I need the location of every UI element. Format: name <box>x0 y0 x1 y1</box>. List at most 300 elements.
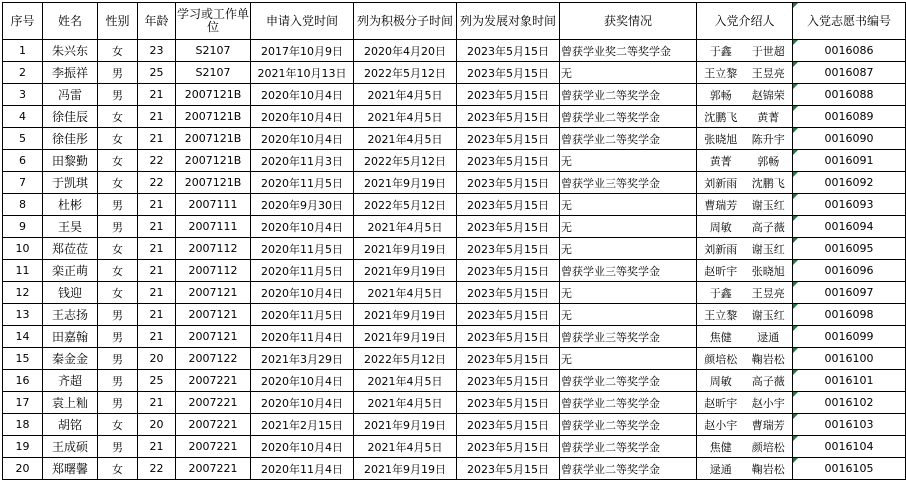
cell-unit[interactable]: 2007221 <box>176 370 251 392</box>
cell-develop-date[interactable]: 2023年5月15日 <box>457 84 560 106</box>
cell-cert-no[interactable]: 0016088 <box>793 84 906 106</box>
header-develop-date[interactable]: 列为发展对象时间 <box>457 3 560 40</box>
header-activist-date[interactable]: 列为积极分子时间 <box>354 3 457 40</box>
cell-introducers[interactable] <box>697 106 793 128</box>
cell-apply-date[interactable]: 2020年11月4日 <box>251 458 354 480</box>
cell-activist-date[interactable]: 2021年4月5日 <box>354 282 457 304</box>
cell-introducers[interactable] <box>697 326 793 348</box>
introducer-pair <box>697 84 792 105</box>
cell-activist-date[interactable]: 2021年4月5日 <box>354 106 457 128</box>
cell-name[interactable]: 徐佳辰 <box>43 106 98 128</box>
cell-unit[interactable]: 2007121B <box>176 150 251 172</box>
cell-apply-date[interactable]: 2020年10月4日 <box>251 106 354 128</box>
cell-introducers[interactable] <box>697 436 793 458</box>
introducer-second: 陈升宇 <box>751 132 785 146</box>
cell-unit[interactable]: 2007122 <box>176 348 251 370</box>
cell-develop-date[interactable]: 2023年5月15日 <box>457 436 560 458</box>
cell-develop-date[interactable]: 2023年5月15日 <box>457 62 560 84</box>
cell-award[interactable]: 无 <box>560 238 697 260</box>
cell-gender[interactable]: 男 <box>98 62 138 84</box>
cell-name[interactable]: 王志扬 <box>43 304 98 326</box>
cell-award[interactable]: 曾获学业二等奖学金 <box>560 414 697 436</box>
cell-seq[interactable]: 10 <box>3 238 43 260</box>
cell-develop-date[interactable]: 2023年5月15日 <box>457 238 560 260</box>
cell-activist-date[interactable]: 2021年9月19日 <box>354 260 457 282</box>
cell-gender[interactable]: 女 <box>98 128 138 150</box>
header-row <box>3 3 906 40</box>
table-row <box>3 216 906 238</box>
cell-name[interactable]: 田黎勤 <box>43 150 98 172</box>
cell-introducers[interactable] <box>697 414 793 436</box>
cell-award[interactable]: 无 <box>560 62 697 84</box>
cell-cert-no[interactable]: 0016104 <box>793 436 906 458</box>
cell-gender[interactable]: 女 <box>98 458 138 480</box>
cell-cert-no[interactable]: 0016095 <box>793 238 906 260</box>
cell-gender[interactable]: 女 <box>98 282 138 304</box>
introducer-pair <box>697 304 792 325</box>
cell-award[interactable]: 曾获学业二等奖学金 <box>560 436 697 458</box>
cell-activist-date[interactable]: 2021年9月19日 <box>354 414 457 436</box>
cell-introducers[interactable] <box>697 128 793 150</box>
introducer-pair <box>697 40 792 61</box>
cell-apply-date[interactable]: 2020年11月3日 <box>251 150 354 172</box>
cell-apply-date[interactable]: 2020年10月4日 <box>251 370 354 392</box>
cell-activist-date[interactable]: 2021年4月5日 <box>354 392 457 414</box>
introducer-first: 刘新雨 <box>704 176 738 190</box>
cell-apply-date[interactable]: 2020年10月4日 <box>251 84 354 106</box>
cell-apply-date[interactable]: 2020年11月5日 <box>251 172 354 194</box>
introducer-pair <box>697 282 792 303</box>
header-apply-date[interactable]: 申请入党时间 <box>251 3 354 40</box>
cell-cert-no[interactable]: 0016092 <box>793 172 906 194</box>
cell-seq[interactable]: 17 <box>3 392 43 414</box>
cell-introducers[interactable] <box>697 304 793 326</box>
cell-activist-date[interactable]: 2021年4月5日 <box>354 128 457 150</box>
cell-seq[interactable]: 8 <box>3 194 43 216</box>
cell-age[interactable]: 21 <box>138 238 176 260</box>
introducer-second: 鞠岩松 <box>751 462 785 476</box>
introducer-second: 谢玉红 <box>751 198 785 212</box>
table-row <box>3 106 906 128</box>
cell-cert-no[interactable]: 0016086 <box>793 40 906 62</box>
cell-award[interactable]: 曾获学业二等奖学金 <box>560 128 697 150</box>
cell-develop-date[interactable]: 2023年5月15日 <box>457 172 560 194</box>
cell-age[interactable]: 21 <box>138 436 176 458</box>
cell-name[interactable]: 王昊 <box>43 216 98 238</box>
cell-award[interactable]: 无 <box>560 304 697 326</box>
cell-develop-date[interactable]: 2023年5月15日 <box>457 458 560 480</box>
introducer-second: 曹瑞芳 <box>751 418 785 432</box>
cell-age[interactable]: 23 <box>138 40 176 62</box>
cell-introducers[interactable] <box>697 150 793 172</box>
cell-name[interactable]: 徐佳彤 <box>43 128 98 150</box>
cell-award[interactable]: 无 <box>560 348 697 370</box>
cell-name[interactable]: 田嘉翰 <box>43 326 98 348</box>
table-row <box>3 326 906 348</box>
cell-introducers[interactable] <box>697 172 793 194</box>
cell-apply-date[interactable]: 2020年9月30日 <box>251 194 354 216</box>
introducer-pair <box>697 238 792 259</box>
cell-introducers[interactable] <box>697 458 793 480</box>
candidate-table <box>2 2 906 480</box>
cell-award[interactable]: 曾获学业三等奖学金 <box>560 326 697 348</box>
cell-name[interactable]: 郑莅莅 <box>43 238 98 260</box>
cell-award[interactable]: 曾获学业二等奖学金 <box>560 370 697 392</box>
table-row <box>3 414 906 436</box>
cell-name[interactable]: 胡铭 <box>43 414 98 436</box>
cell-seq[interactable]: 6 <box>3 150 43 172</box>
introducer-second: 鞠岩松 <box>751 352 785 366</box>
cell-introducers[interactable] <box>697 84 793 106</box>
cell-gender[interactable]: 男 <box>98 304 138 326</box>
cell-award[interactable]: 无 <box>560 216 697 238</box>
cell-introducers[interactable] <box>697 392 793 414</box>
cell-unit[interactable]: 2007121 <box>176 304 251 326</box>
cell-name[interactable]: 栾正萌 <box>43 260 98 282</box>
cell-gender[interactable]: 男 <box>98 392 138 414</box>
cell-activist-date[interactable]: 2021年4月5日 <box>354 216 457 238</box>
table-row <box>3 62 906 84</box>
cell-develop-date[interactable]: 2023年5月15日 <box>457 106 560 128</box>
cell-name[interactable]: 郑曙馨 <box>43 458 98 480</box>
cell-develop-date[interactable]: 2023年5月15日 <box>457 150 560 172</box>
cell-activist-date[interactable]: 2021年4月5日 <box>354 84 457 106</box>
cell-cert-no[interactable]: 0016087 <box>793 62 906 84</box>
table-row <box>3 128 906 150</box>
header-introducer[interactable]: 入党介绍人 <box>697 3 793 40</box>
introducer-first: 王立黎 <box>704 66 738 80</box>
cell-unit[interactable]: 2007121B <box>176 128 251 150</box>
cell-award[interactable]: 曾获学业二等奖学金 <box>560 458 697 480</box>
cell-seq[interactable]: 9 <box>3 216 43 238</box>
cell-age[interactable]: 21 <box>138 326 176 348</box>
table-body <box>3 40 906 480</box>
cell-age[interactable]: 22 <box>138 150 176 172</box>
cell-cert-no[interactable]: 0016091 <box>793 150 906 172</box>
introducer-first: 于鑫 <box>709 44 732 58</box>
header-cert-no[interactable]: 入党志愿书编号 <box>793 3 906 40</box>
cell-award[interactable]: 曾获学业三等奖学金 <box>560 260 697 282</box>
cell-cert-no[interactable]: 0016103 <box>793 414 906 436</box>
cell-award[interactable]: 无 <box>560 150 697 172</box>
introducer-first: 周敏 <box>709 220 732 234</box>
cell-gender[interactable]: 男 <box>98 326 138 348</box>
cell-name[interactable]: 齐超 <box>43 370 98 392</box>
cell-seq[interactable]: 2 <box>3 62 43 84</box>
introducer-pair <box>697 128 792 149</box>
introducer-second: 王昱亮 <box>751 286 785 300</box>
cell-unit[interactable]: 2007121B <box>176 106 251 128</box>
cell-age[interactable]: 21 <box>138 260 176 282</box>
introducer-first: 张晓旭 <box>704 132 738 146</box>
header-awards[interactable]: 获奖情况 <box>560 3 697 40</box>
cell-unit[interactable]: 2007221 <box>176 458 251 480</box>
cell-introducers[interactable] <box>697 238 793 260</box>
introducer-first: 颜培松 <box>704 352 738 366</box>
cell-activist-date[interactable]: 2021年9月19日 <box>354 304 457 326</box>
cell-activist-date[interactable]: 2021年9月19日 <box>354 458 457 480</box>
cell-cert-no[interactable]: 0016089 <box>793 106 906 128</box>
cell-introducers[interactable] <box>697 62 793 84</box>
cell-gender[interactable]: 男 <box>98 216 138 238</box>
cell-seq[interactable]: 1 <box>3 40 43 62</box>
header-gender[interactable]: 性别 <box>98 3 138 40</box>
cell-unit[interactable]: 2007121B <box>176 84 251 106</box>
introducer-second: 沈鹏飞 <box>751 176 785 190</box>
cell-introducers[interactable] <box>697 216 793 238</box>
table-row <box>3 370 906 392</box>
table-row <box>3 172 906 194</box>
introducer-first: 黄菁 <box>709 154 732 168</box>
cell-unit[interactable]: 2007121B <box>176 172 251 194</box>
cell-develop-date[interactable]: 2023年5月15日 <box>457 128 560 150</box>
cell-unit[interactable]: 2007121 <box>176 282 251 304</box>
cell-apply-date[interactable]: 2020年11月4日 <box>251 326 354 348</box>
introducer-first: 逯通 <box>709 462 732 476</box>
introducer-pair <box>697 414 792 435</box>
introducer-second: 逯通 <box>757 330 780 344</box>
cell-gender[interactable]: 女 <box>98 150 138 172</box>
cell-seq[interactable]: 4 <box>3 106 43 128</box>
cell-develop-date[interactable]: 2023年5月15日 <box>457 370 560 392</box>
introducer-first: 于鑫 <box>709 286 732 300</box>
cell-seq[interactable]: 14 <box>3 326 43 348</box>
cell-unit[interactable]: 2007221 <box>176 414 251 436</box>
cell-gender[interactable]: 男 <box>98 194 138 216</box>
table-row <box>3 84 906 106</box>
cell-apply-date[interactable]: 2020年10月4日 <box>251 128 354 150</box>
cell-develop-date[interactable]: 2023年5月15日 <box>457 260 560 282</box>
introducer-second: 高子薇 <box>751 220 785 234</box>
introducer-pair <box>697 436 792 457</box>
cell-cert-no[interactable]: 0016097 <box>793 282 906 304</box>
cell-name[interactable]: 冯雷 <box>43 84 98 106</box>
cell-cert-no[interactable]: 0016105 <box>793 458 906 480</box>
table-row <box>3 194 906 216</box>
cell-introducers[interactable] <box>697 260 793 282</box>
header-seq[interactable]: 序号 <box>3 3 43 40</box>
introducer-second: 谢玉红 <box>751 308 785 322</box>
cell-unit[interactable]: S2107 <box>176 40 251 62</box>
cell-seq[interactable]: 3 <box>3 84 43 106</box>
cell-seq[interactable]: 19 <box>3 436 43 458</box>
cell-apply-date[interactable]: 2020年11月5日 <box>251 260 354 282</box>
cell-name[interactable]: 于凯琪 <box>43 172 98 194</box>
cell-unit[interactable]: 2007111 <box>176 194 251 216</box>
introducer-first: 赵小宇 <box>704 418 738 432</box>
cell-introducers[interactable] <box>697 348 793 370</box>
cell-develop-date[interactable]: 2023年5月15日 <box>457 348 560 370</box>
cell-unit[interactable]: 2007221 <box>176 392 251 414</box>
cell-age[interactable]: 21 <box>138 392 176 414</box>
cell-unit[interactable]: 2007221 <box>176 436 251 458</box>
introducer-first: 焦健 <box>709 440 732 454</box>
cell-cert-no[interactable]: 0016100 <box>793 348 906 370</box>
cell-name[interactable]: 袁上籼 <box>43 392 98 414</box>
table-row <box>3 348 906 370</box>
cell-name[interactable]: 王成硕 <box>43 436 98 458</box>
table-row <box>3 304 906 326</box>
cell-age[interactable]: 25 <box>138 370 176 392</box>
cell-apply-date[interactable]: 2021年10月13日 <box>251 62 354 84</box>
cell-develop-date[interactable]: 2023年5月15日 <box>457 216 560 238</box>
cell-name[interactable]: 李振祥 <box>43 62 98 84</box>
introducer-pair <box>697 458 792 479</box>
cell-cert-no[interactable]: 0016098 <box>793 304 906 326</box>
cell-gender[interactable]: 男 <box>98 436 138 458</box>
cell-award[interactable]: 曾获学业奖二等奖学金 <box>560 40 697 62</box>
cell-age[interactable]: 20 <box>138 414 176 436</box>
introducer-first: 赵昕宇 <box>704 396 738 410</box>
table-row <box>3 436 906 458</box>
cell-gender[interactable]: 女 <box>98 172 138 194</box>
cell-activist-date[interactable]: 2021年9月19日 <box>354 172 457 194</box>
cell-age[interactable]: 21 <box>138 194 176 216</box>
cell-cert-no[interactable]: 0016102 <box>793 392 906 414</box>
table-row <box>3 282 906 304</box>
cell-activist-date[interactable]: 2020年4月20日 <box>354 40 457 62</box>
cell-name[interactable]: 钱迎 <box>43 282 98 304</box>
cell-apply-date[interactable]: 2020年11月5日 <box>251 238 354 260</box>
introducer-second: 赵锦荣 <box>751 88 785 102</box>
cell-age[interactable]: 20 <box>138 348 176 370</box>
cell-gender[interactable]: 男 <box>98 348 138 370</box>
header-name[interactable]: 姓名 <box>43 3 98 40</box>
cell-develop-date[interactable]: 2023年5月15日 <box>457 304 560 326</box>
cell-unit[interactable]: S2107 <box>176 62 251 84</box>
cell-age[interactable]: 21 <box>138 216 176 238</box>
cell-seq[interactable]: 18 <box>3 414 43 436</box>
introducer-pair <box>697 326 792 347</box>
cell-unit[interactable]: 2007111 <box>176 216 251 238</box>
cell-apply-date[interactable]: 2017年10月9日 <box>251 40 354 62</box>
introducer-pair <box>697 260 792 281</box>
introducer-second: 张晓旭 <box>751 264 785 278</box>
cell-cert-no[interactable]: 0016099 <box>793 326 906 348</box>
cell-age[interactable]: 22 <box>138 172 176 194</box>
cell-award[interactable]: 曾获学业二等奖学金 <box>560 392 697 414</box>
cell-cert-no[interactable]: 0016094 <box>793 216 906 238</box>
cell-introducers[interactable] <box>697 40 793 62</box>
cell-cert-no[interactable]: 0016096 <box>793 260 906 282</box>
cell-award[interactable]: 曾获学业二等奖学金 <box>560 106 697 128</box>
cell-award[interactable]: 曾获学业二等奖学金 <box>560 84 697 106</box>
cell-gender[interactable]: 男 <box>98 370 138 392</box>
introducer-pair <box>697 106 792 127</box>
cell-activist-date[interactable]: 2021年9月19日 <box>354 238 457 260</box>
cell-develop-date[interactable]: 2023年5月15日 <box>457 326 560 348</box>
cell-develop-date[interactable]: 2023年5月15日 <box>457 40 560 62</box>
cell-introducers[interactable] <box>697 370 793 392</box>
cell-activist-date[interactable]: 2022年5月12日 <box>354 348 457 370</box>
cell-age[interactable]: 21 <box>138 282 176 304</box>
cell-cert-no[interactable]: 0016101 <box>793 370 906 392</box>
cell-activist-date[interactable]: 2022年5月12日 <box>354 194 457 216</box>
introducer-pair <box>697 348 792 369</box>
cell-age[interactable]: 21 <box>138 304 176 326</box>
cell-activist-date[interactable]: 2021年4月5日 <box>354 370 457 392</box>
cell-apply-date[interactable]: 2020年10月4日 <box>251 216 354 238</box>
introducer-second: 王昱亮 <box>751 66 785 80</box>
cell-apply-date[interactable]: 2020年11月5日 <box>251 304 354 326</box>
cell-cert-no[interactable]: 0016093 <box>793 194 906 216</box>
cell-seq[interactable]: 5 <box>3 128 43 150</box>
cell-seq[interactable]: 12 <box>3 282 43 304</box>
header-unit[interactable]: 学习或工作单位 <box>176 3 251 40</box>
cell-activist-date[interactable]: 2021年4月5日 <box>354 436 457 458</box>
cell-seq[interactable]: 16 <box>3 370 43 392</box>
cell-cert-no[interactable]: 0016090 <box>793 128 906 150</box>
introducer-pair <box>697 62 792 83</box>
table-row <box>3 260 906 282</box>
cell-seq[interactable]: 15 <box>3 348 43 370</box>
cell-name[interactable]: 秦金金 <box>43 348 98 370</box>
cell-activist-date[interactable]: 2021年9月19日 <box>354 326 457 348</box>
cell-name[interactable]: 朱兴东 <box>43 40 98 62</box>
cell-introducers[interactable] <box>697 194 793 216</box>
cell-seq[interactable]: 11 <box>3 260 43 282</box>
cell-develop-date[interactable]: 2023年5月15日 <box>457 194 560 216</box>
cell-develop-date[interactable]: 2023年5月15日 <box>457 392 560 414</box>
cell-activist-date[interactable]: 2022年5月12日 <box>354 150 457 172</box>
introducer-second: 高子薇 <box>751 374 785 388</box>
cell-unit[interactable]: 2007112 <box>176 260 251 282</box>
table-row <box>3 40 906 62</box>
cell-age[interactable]: 22 <box>138 458 176 480</box>
cell-apply-date[interactable]: 2020年10月4日 <box>251 282 354 304</box>
cell-gender[interactable]: 女 <box>98 106 138 128</box>
introducer-first: 王立黎 <box>704 308 738 322</box>
cell-award[interactable]: 无 <box>560 194 697 216</box>
cell-gender[interactable]: 女 <box>98 414 138 436</box>
cell-apply-date[interactable]: 2021年3月29日 <box>251 348 354 370</box>
cell-introducers[interactable] <box>697 282 793 304</box>
introducer-pair <box>697 194 792 215</box>
cell-award[interactable]: 曾获学业三等奖学金 <box>560 172 697 194</box>
introducer-pair <box>697 392 792 413</box>
cell-unit[interactable]: 2007112 <box>176 238 251 260</box>
cell-name[interactable]: 杜彬 <box>43 194 98 216</box>
cell-gender[interactable]: 女 <box>98 260 138 282</box>
introducer-first: 焦健 <box>709 330 732 344</box>
cell-seq[interactable]: 13 <box>3 304 43 326</box>
cell-unit[interactable]: 2007121 <box>176 326 251 348</box>
cell-apply-date[interactable]: 2020年10月4日 <box>251 436 354 458</box>
introducer-pair <box>697 216 792 237</box>
cell-apply-date[interactable]: 2021年2月15日 <box>251 414 354 436</box>
introducer-pair <box>697 370 792 391</box>
cell-gender[interactable]: 男 <box>98 84 138 106</box>
cell-develop-date[interactable]: 2023年5月15日 <box>457 282 560 304</box>
cell-seq[interactable]: 20 <box>3 458 43 480</box>
cell-age[interactable]: 21 <box>138 84 176 106</box>
cell-age[interactable]: 25 <box>138 62 176 84</box>
introducer-second: 于世超 <box>751 44 785 58</box>
cell-award[interactable]: 无 <box>560 282 697 304</box>
cell-gender[interactable]: 女 <box>98 238 138 260</box>
cell-age[interactable]: 21 <box>138 128 176 150</box>
cell-age[interactable]: 21 <box>138 106 176 128</box>
table-row <box>3 458 906 480</box>
cell-activist-date[interactable]: 2022年5月12日 <box>354 62 457 84</box>
introducer-second: 谢玉红 <box>751 242 785 256</box>
cell-develop-date[interactable]: 2023年5月15日 <box>457 414 560 436</box>
table-row <box>3 238 906 260</box>
cell-apply-date[interactable]: 2020年10月4日 <box>251 392 354 414</box>
cell-gender[interactable]: 女 <box>98 40 138 62</box>
header-age[interactable]: 年龄 <box>138 3 176 40</box>
cell-seq[interactable]: 7 <box>3 172 43 194</box>
